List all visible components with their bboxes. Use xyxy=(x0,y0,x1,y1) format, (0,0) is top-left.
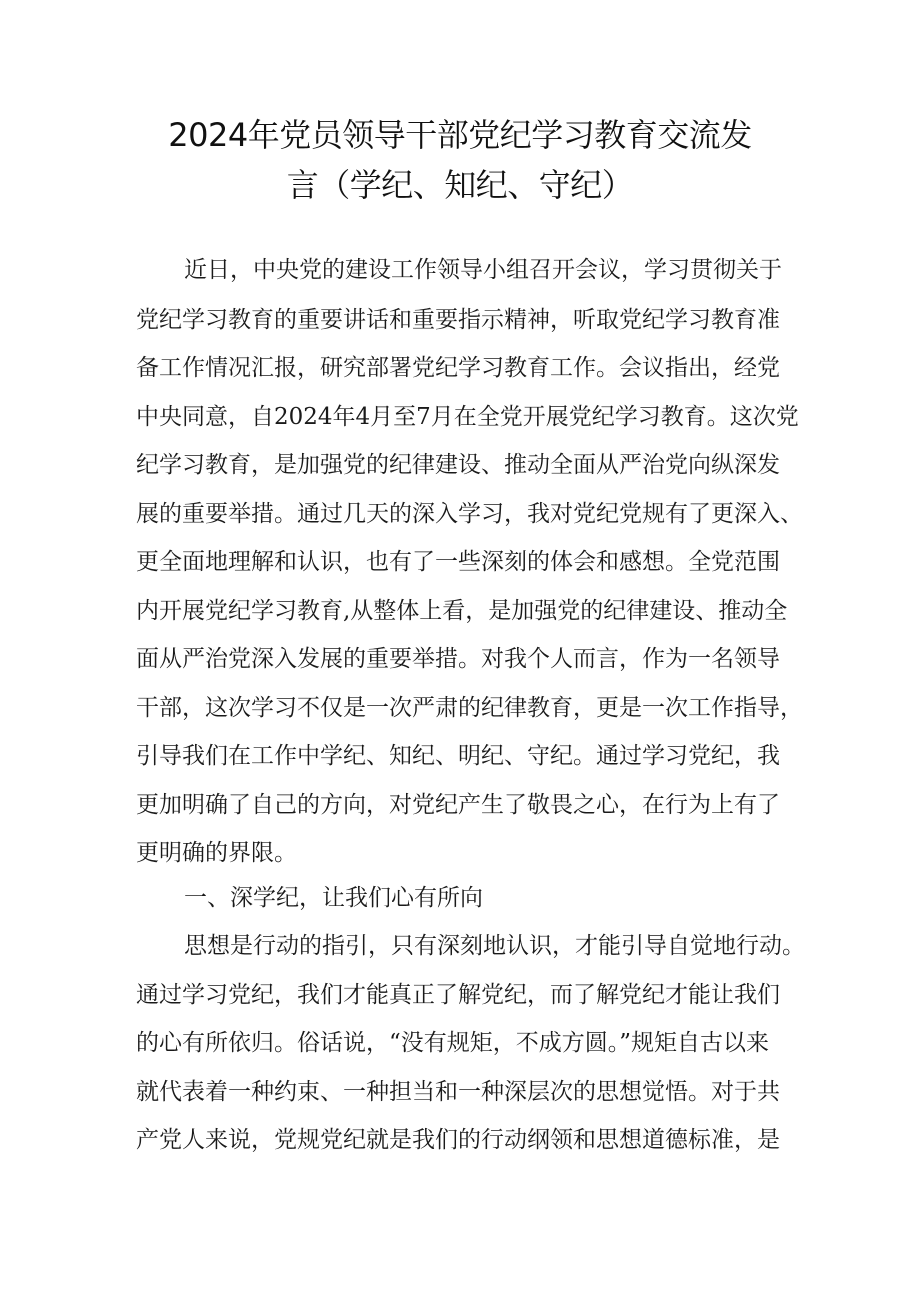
body-line: 备工作情况汇报，研究部署党纪学习教育工作。会议指出，经党 xyxy=(136,355,780,381)
body-line: 产党人来说，党规党纪就是我们的行动纲领和思想道德标准，是 xyxy=(136,1127,780,1153)
body-line: 通过学习党纪，我们才能真正了解党纪，而了解党纪才能让我们 xyxy=(136,982,780,1008)
body-line: 展的重要举措。通过几天的深入学习，我对党纪党规有了更深入、 xyxy=(136,501,803,527)
body-line: 面从严治党深入发展的重要举措。对我个人而言，作为一名领导 xyxy=(136,646,780,672)
document-title-line-2: 言（学纪、知纪、守纪） xyxy=(286,166,634,204)
body-line: 近日，中央党的建设工作领导小组召开会议，学习贯彻关于 xyxy=(184,257,782,283)
body-line: 就代表着一种约束、一种担当和一种深层次的思想觉悟。对于共 xyxy=(136,1079,780,1105)
body-line: 引导我们在工作中学纪、知纪、明纪、守纪。通过学习党纪，我 xyxy=(136,743,780,769)
body-line: 干部，这次学习不仅是一次严肃的纪律教育，更是一次工作指导， xyxy=(136,695,803,721)
document-title-line-1: 2024年党员领导干部党纪学习教育交流发 xyxy=(168,116,752,154)
body-line: 的心有所依归。俗话说，“没有规矩，不成方圆。”规矩自古以来 xyxy=(136,1030,770,1056)
body-line: 中央同意，自2024年4月至7月在全党开展党纪学习教育。这次党 xyxy=(136,404,799,430)
body-line: 更加明确了自己的方向，对党纪产生了敬畏之心，在行为上有了 xyxy=(136,792,780,818)
body-line: 更明确的界限。 xyxy=(136,840,297,866)
section-heading: 一、深学纪，让我们心有所向 xyxy=(184,885,483,911)
body-line: 内开展党纪学习教育,从整体上看，是加强党的纪律建设、推动全 xyxy=(136,598,788,624)
body-line: 思想是行动的指引，只有深刻地认识，才能引导自觉地行动。 xyxy=(184,933,805,959)
body-line: 更全面地理解和认识，也有了一些深刻的体会和感想。全党范围 xyxy=(136,549,780,575)
body-line: 纪学习教育，是加强党的纪律建设、推动全面从严治党向纵深发 xyxy=(136,452,780,478)
body-line: 党纪学习教育的重要讲话和重要指示精神，听取党纪学习教育准 xyxy=(136,307,780,333)
